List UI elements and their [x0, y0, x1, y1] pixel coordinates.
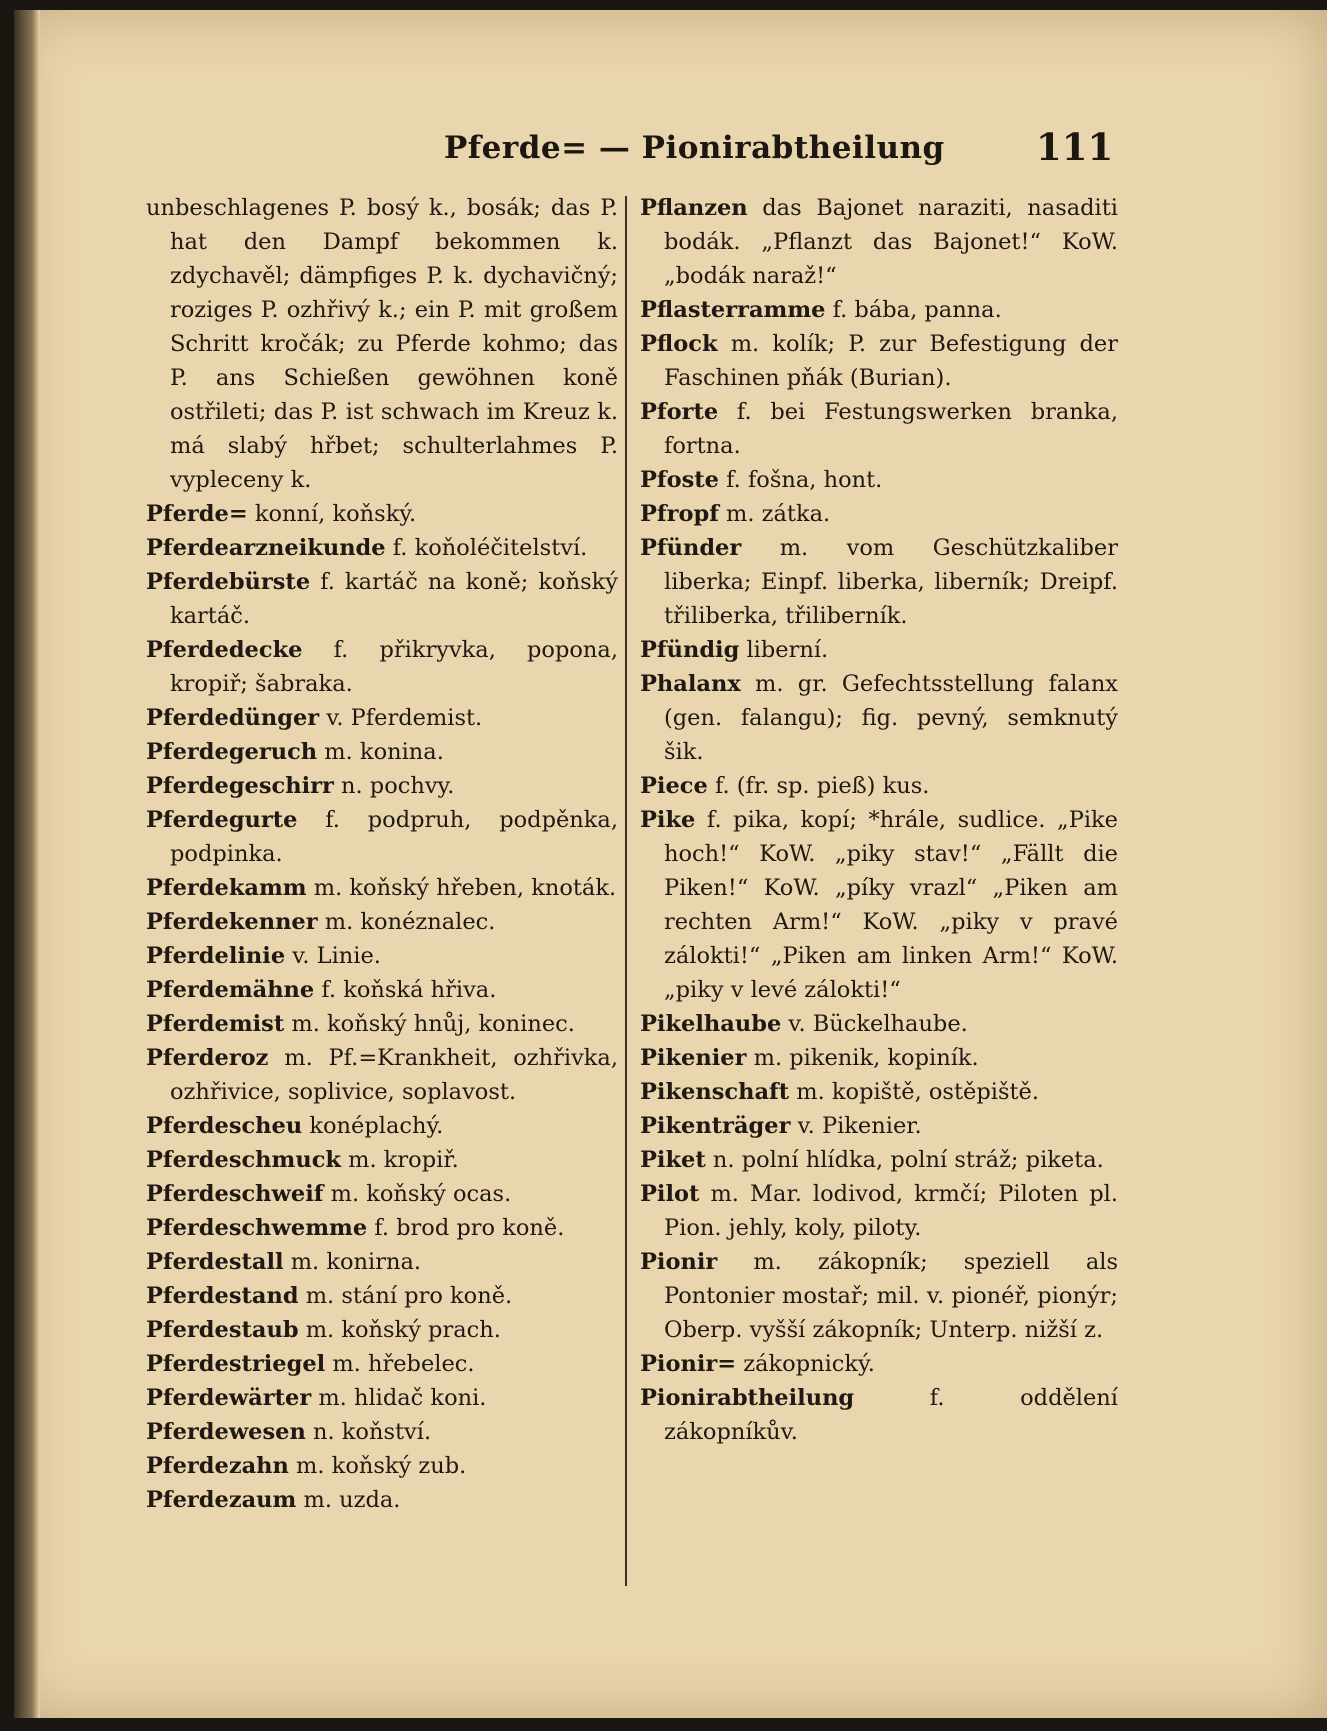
entry-headword: Pikenträger [640, 1113, 791, 1139]
entry-definition: f. brod pro koně. [367, 1215, 565, 1241]
entry-definition: m. konina. [317, 739, 444, 765]
entry-definition: m. zákopník; speziell als Pontonier mostař; mil. v. pionéř, pionýr; Oberp. vyšší zákopník; Unterp. nižší z. [664, 1249, 1118, 1343]
entry-headword: Pflasterramme [640, 297, 826, 323]
dictionary-entry [640, 1075, 1118, 1109]
entry-headword: Pferdedecke [146, 637, 303, 663]
entry-headword: Pferdewesen [146, 1419, 306, 1445]
dictionary-entry [640, 1007, 1118, 1041]
dictionary-entry [146, 633, 618, 701]
dictionary-entry [640, 803, 1118, 1007]
entry-headword: Pferdestriegel [146, 1351, 326, 1377]
dictionary-entry [640, 1347, 1118, 1381]
dictionary-entry [146, 1109, 618, 1143]
right-column [640, 191, 1118, 1449]
entry-headword: Pferdearzneikunde [146, 535, 386, 561]
entry-definition: m. kolík; P. zur Befestigung der Faschinen pňák (Burian). [664, 331, 1118, 391]
entry-definition: n. koňství. [305, 1419, 432, 1445]
entry-definition: m. zátka. [718, 501, 831, 527]
dictionary-entry [146, 1211, 618, 1245]
entry-definition: m. koňský zub. [288, 1453, 467, 1479]
dictionary-entry [146, 1279, 618, 1313]
entry-headword: Pfünder [640, 535, 742, 561]
entry-headword: Pferdegeschirr [146, 773, 334, 799]
entry-headword: Pferdezahn [146, 1453, 289, 1479]
dictionary-entry [146, 1245, 618, 1279]
dictionary-entry [146, 1449, 618, 1483]
entry-definition: m. vom Geschützkaliber liberka; Einpf. liberka, liberník; Dreipf. třiliberka, třiliberník. [664, 535, 1118, 629]
entry-headword: Pfündig [640, 637, 740, 663]
entry-headword: Pferdeschmuck [146, 1147, 341, 1173]
entry-definition: m. pikenik, kopiník. [746, 1045, 979, 1071]
entry-headword: Pferdebürste [146, 569, 311, 595]
entry-headword: Pikenier [640, 1045, 747, 1071]
entry-definition: m. uzda. [296, 1487, 401, 1513]
book-page [14, 10, 1327, 1718]
entry-definition: n. pochvy. [333, 773, 455, 799]
book-spine-shadow [14, 10, 40, 1718]
dictionary-entry [640, 327, 1118, 395]
entry-definition: m. stání pro koně. [298, 1283, 513, 1309]
entry-definition: m. hlidač koni. [311, 1385, 487, 1411]
entry-headword: Pfoste [640, 467, 719, 493]
entry-headword: Pikenschaft [640, 1079, 790, 1105]
entry-headword: Phalanx [640, 671, 741, 697]
entry-headword: Pferdeschweif [146, 1181, 324, 1207]
dictionary-entry [640, 531, 1118, 633]
entry-definition: f. koňoléčitelství. [385, 535, 588, 561]
entry-definition: f. (fr. sp. pieß) kus. [707, 773, 930, 799]
entry-definition: f. bába, panna. [825, 297, 1002, 323]
dictionary-entry [640, 1245, 1118, 1347]
entry-headword: Pflanzen [640, 195, 748, 221]
dictionary-entry [146, 905, 618, 939]
entry-definition: m. koňský hnůj, koninec. [284, 1011, 575, 1037]
entry-definition: m. koňský prach. [298, 1317, 501, 1343]
dictionary-entry [146, 871, 618, 905]
dictionary-entry [146, 939, 618, 973]
dictionary-entry [640, 769, 1118, 803]
dictionary-entry [640, 463, 1118, 497]
entry-definition: zákopnický. [736, 1351, 875, 1377]
entry-definition: m. koňský hřeben, knoták. [306, 875, 617, 901]
dictionary-entry [640, 191, 1118, 293]
entry-definition: m. Mar. lodivod, krmčí; Piloten pl. Pion. jehly, koly, piloty. [664, 1181, 1118, 1241]
dictionary-entry [146, 497, 618, 531]
entry-definition: m. hřebelec. [325, 1351, 475, 1377]
dictionary-entry [146, 531, 618, 565]
entry-definition: f. kartáč na koně; koňský kartáč. [170, 569, 618, 629]
entry-definition: liberní. [739, 637, 829, 663]
entry-definition: f. koňská hřiva. [314, 977, 497, 1003]
entry-headword: Pionir= [640, 1351, 737, 1377]
entry-headword: Pferdelinie [146, 943, 286, 969]
entry-definition: v. Bückelhaube. [781, 1011, 968, 1037]
page-number: 111 [1036, 125, 1114, 169]
dictionary-entry [640, 497, 1118, 531]
dictionary-entry [146, 1415, 618, 1449]
running-header: Pferde= — Pionirabtheilung [444, 130, 945, 166]
entry-headword: Pilot [640, 1181, 700, 1207]
entry-headword: Pionir [640, 1249, 718, 1275]
dictionary-entry [640, 667, 1118, 769]
dictionary-entry [146, 191, 618, 497]
entry-definition: m. koňský ocas. [323, 1181, 512, 1207]
entry-headword: Pionirabtheilung [640, 1385, 855, 1411]
dictionary-entry [146, 735, 618, 769]
column-divider [625, 196, 627, 1586]
dictionary-entry [640, 1177, 1118, 1245]
dictionary-entry [640, 1381, 1118, 1449]
entry-headword: Pferdestand [146, 1283, 299, 1309]
entry-definition: m. kropiř. [341, 1147, 459, 1173]
dictionary-entry [640, 1109, 1118, 1143]
entry-definition: f. bei Festungswerken branka, fortna. [664, 399, 1118, 459]
entry-headword: Pikelhaube [640, 1011, 782, 1037]
dictionary-entry [146, 1007, 618, 1041]
entry-definition: f. pika, kopí; *hrále, sudlice. „Pike hoch!“ KoW. „piky stav!“ „Fällt die Piken!“ KoW. „píky vrazl“ „Piken am rechten Arm!“ KoW. „piky v pravé zálokti!“ „Piken am linken Arm!“ KoW. „piky v levé zálokti!“ [664, 807, 1118, 1003]
entry-headword: Pfropf [640, 501, 719, 527]
entry-definition: konéplachý. [302, 1113, 444, 1139]
entry-headword: Pferdestall [146, 1249, 284, 1275]
entry-definition: f. přikryvka, popona, kropiř; šabraka. [170, 637, 618, 697]
entry-headword: Pflock [640, 331, 718, 357]
dictionary-entry [146, 701, 618, 735]
entry-headword: Pferdemist [146, 1011, 285, 1037]
entry-definition: v. Linie. [285, 943, 381, 969]
entry-definition: m. konéznalec. [317, 909, 496, 935]
entry-headword: Pferdeschwemme [146, 1215, 368, 1241]
entry-headword: Pforte [640, 399, 719, 425]
entry-definition: m. kopiště, ostěpiště. [789, 1079, 1039, 1105]
entry-definition: m. Pf.=Krankheit, ozhřivka, ozhřivice, soplivice, soplavost. [170, 1045, 618, 1105]
entry-headword: Pferdegeruch [146, 739, 318, 765]
entry-definition: das Bajonet naraziti, nasaditi bodák. „Pflanzt das Bajonet!“ KoW. „bodák naraž!“ [664, 195, 1118, 289]
entry-headword: Pferdescheu [146, 1113, 303, 1139]
entry-headword: Pferde= [146, 501, 248, 527]
dictionary-entry [640, 633, 1118, 667]
entry-headword: Pike [640, 807, 696, 833]
entry-headword: Pferdemähne [146, 977, 315, 1003]
entry-definition: f. fošna, hont. [718, 467, 883, 493]
dictionary-entry [146, 1347, 618, 1381]
entry-headword: Pferderoz [146, 1045, 269, 1071]
entry-headword: Pferdezaum [146, 1487, 297, 1513]
entry-definition: m. gr. Gefechtsstellung falanx (gen. falangu); fig. pevný, semknutý šik. [664, 671, 1118, 765]
entry-definition: n. polní hlídka, polní stráž; piketa. [705, 1147, 1104, 1173]
entry-definition: m. konirna. [283, 1249, 422, 1275]
dictionary-entry [640, 293, 1118, 327]
entry-definition: unbeschlagenes P. bosý k., bosák; das P. hat den Dampf bekommen k. zdychavěl; dämpfiges P. k. dychavičný; roziges P. ozhřivý k.; ein P. mit großem Schritt kročák; zu Pferde kohmo; das P. ans Schießen gewöhnen koně ostřileti; das P. ist schwach im Kreuz k. má slabý hřbet; schulterlahmes P. vypleceny k. [146, 195, 618, 493]
entry-headword: Pferdedünger [146, 705, 320, 731]
dictionary-entry [146, 1483, 618, 1517]
dictionary-entry [146, 1313, 618, 1347]
dictionary-entry [146, 769, 618, 803]
entry-definition: v. Pikenier. [790, 1113, 922, 1139]
entry-headword: Pferdestaub [146, 1317, 299, 1343]
dictionary-entry [146, 973, 618, 1007]
entry-headword: Pferdegurte [146, 807, 298, 833]
dictionary-entry [146, 1143, 618, 1177]
dictionary-entry [640, 1143, 1118, 1177]
dictionary-entry [146, 1041, 618, 1109]
entry-definition: f. oddělení zákopníkův. [664, 1385, 1118, 1445]
dictionary-entry [146, 803, 618, 871]
left-column [146, 191, 618, 1517]
entry-headword: Piket [640, 1147, 706, 1173]
dictionary-entry [640, 1041, 1118, 1075]
entry-definition: konní, koňský. [247, 501, 417, 527]
entry-definition: f. podpruh, podpěnka, podpinka. [170, 807, 618, 867]
entry-headword: Pferdekamm [146, 875, 307, 901]
dictionary-entry [146, 1177, 618, 1211]
entry-headword: Piece [640, 773, 708, 799]
dictionary-entry [640, 395, 1118, 463]
entry-headword: Pferdewärter [146, 1385, 312, 1411]
entry-definition: v. Pferdemist. [319, 705, 483, 731]
dictionary-entry [146, 565, 618, 633]
entry-headword: Pferdekenner [146, 909, 318, 935]
dictionary-entry [146, 1381, 618, 1415]
